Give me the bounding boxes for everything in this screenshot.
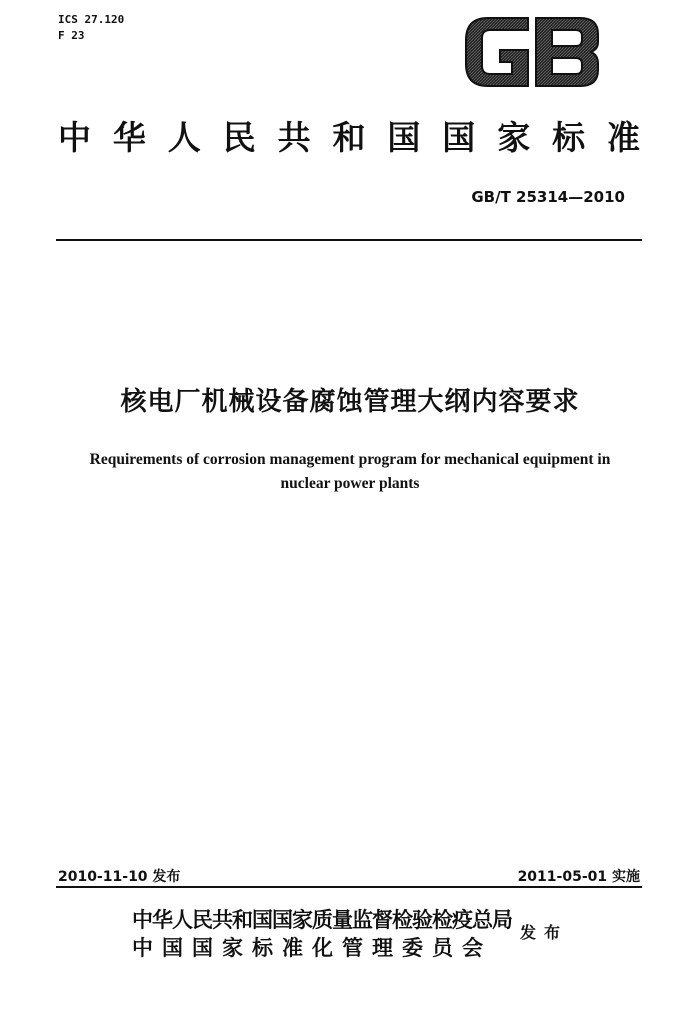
- gb-logo: [462, 14, 602, 90]
- issuer-aqsiq: 中华人民共和国国家质量监督检验检疫总局: [132, 907, 512, 932]
- document-title-english: [50, 448, 650, 496]
- ics-code: ICS 27.120: [58, 13, 125, 26]
- bottom-divider: [56, 886, 642, 888]
- implementation-date: 2011-05-01 实施: [517, 869, 640, 885]
- issuer-sac: 中国国家标准化管理委员会: [132, 935, 492, 960]
- national-standard-title: 中华人民共和国国家标准: [58, 118, 642, 157]
- publish-label: 发布: [520, 923, 569, 942]
- standard-number: GB/T 25314—2010: [471, 188, 625, 206]
- issuing-authorities: [132, 906, 512, 962]
- top-divider: [56, 239, 642, 241]
- ccs-code: F 23: [58, 29, 85, 42]
- title-en-line-2: nuclear power plants: [280, 475, 420, 492]
- document-title-chinese: 核电厂机械设备腐蚀管理大纲内容要求: [120, 387, 580, 417]
- issue-date: 2010-11-10 发布: [58, 869, 181, 885]
- title-en-line-1: Requirements of corrosion management program for mechanical equipment in: [89, 451, 611, 468]
- classification-codes: [58, 12, 124, 44]
